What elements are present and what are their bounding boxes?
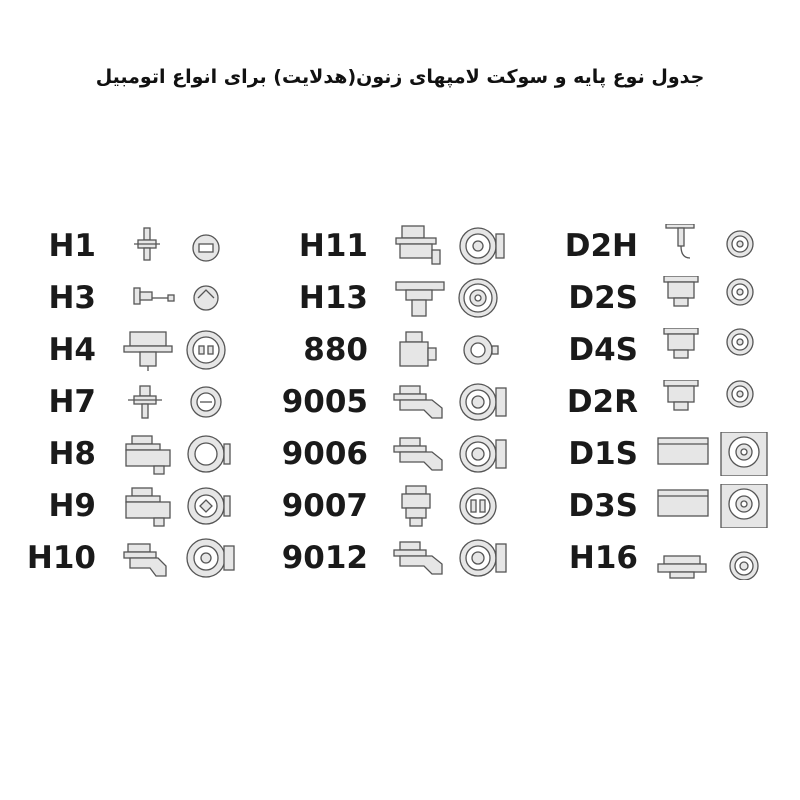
h7-side-icon [120, 380, 180, 424]
bulb-code: 9005 [281, 384, 368, 420]
d1s-front-icon [720, 432, 780, 476]
h3-front-icon [182, 276, 242, 320]
h4-side-icon [120, 328, 180, 372]
h16-side-icon [656, 536, 716, 580]
h10-front-icon [182, 536, 242, 580]
d1s-side-icon [656, 432, 716, 476]
9006-front-icon [454, 432, 514, 476]
h13-front-icon [454, 276, 514, 320]
d2r-side-icon [660, 380, 720, 424]
bulb-code: 9007 [281, 488, 368, 524]
bulb-code: H16 [568, 540, 638, 576]
d3s-front-icon [720, 484, 780, 528]
d4s-side-icon [660, 328, 720, 372]
bulb-code: H9 [48, 488, 96, 524]
d2h-front-icon [722, 224, 782, 268]
bulb-code: D2H [564, 228, 638, 264]
bulb-code: D1S [568, 436, 638, 472]
880-side-icon [392, 328, 452, 372]
bulb-code: H11 [298, 228, 368, 264]
bulb-code: H1 [48, 228, 96, 264]
h1-front-icon [182, 224, 242, 268]
d2r-front-icon [722, 380, 782, 424]
9005-side-icon [392, 380, 452, 424]
h4-front-icon [182, 328, 242, 372]
h7-front-icon [182, 380, 242, 424]
880-front-icon [454, 328, 514, 372]
d2h-side-icon [660, 224, 720, 268]
bulb-code: 880 [303, 332, 368, 368]
h10-side-icon [120, 536, 180, 580]
bulb-code: H10 [26, 540, 96, 576]
bulb-code: H13 [298, 280, 368, 316]
h9-front-icon [182, 484, 242, 528]
h13-side-icon [392, 276, 452, 320]
bulb-code: D2R [566, 384, 638, 420]
bulb-code: D3S [568, 488, 638, 524]
9007-front-icon [454, 484, 514, 528]
d2s-side-icon [660, 276, 720, 320]
bulb-code: H8 [48, 436, 96, 472]
h11-side-icon [392, 224, 452, 268]
d3s-side-icon [656, 484, 716, 528]
page-title: جدول نوع پایه و سوکت لامپهای زنون(هدلایت) برای انواع اتومبیل [95, 66, 705, 88]
bulb-code: H4 [48, 332, 96, 368]
d4s-front-icon [722, 328, 782, 372]
9006-side-icon [392, 432, 452, 476]
h16-front-icon [720, 536, 780, 580]
bulb-code: H7 [48, 384, 96, 420]
9005-front-icon [454, 380, 514, 424]
9007-side-icon [392, 484, 452, 528]
h8-side-icon [120, 432, 180, 476]
h8-front-icon [182, 432, 242, 476]
9012-front-icon [454, 536, 514, 580]
h9-side-icon [120, 484, 180, 528]
d2s-front-icon [722, 276, 782, 320]
bulb-code: 9006 [281, 436, 368, 472]
9012-side-icon [392, 536, 452, 580]
bulb-code: D4S [568, 332, 638, 368]
h11-front-icon [454, 224, 514, 268]
bulb-code: D2S [568, 280, 638, 316]
bulb-code: H3 [48, 280, 96, 316]
h1-side-icon [120, 224, 180, 268]
bulb-code: 9012 [281, 540, 368, 576]
h3-side-icon [120, 276, 180, 320]
